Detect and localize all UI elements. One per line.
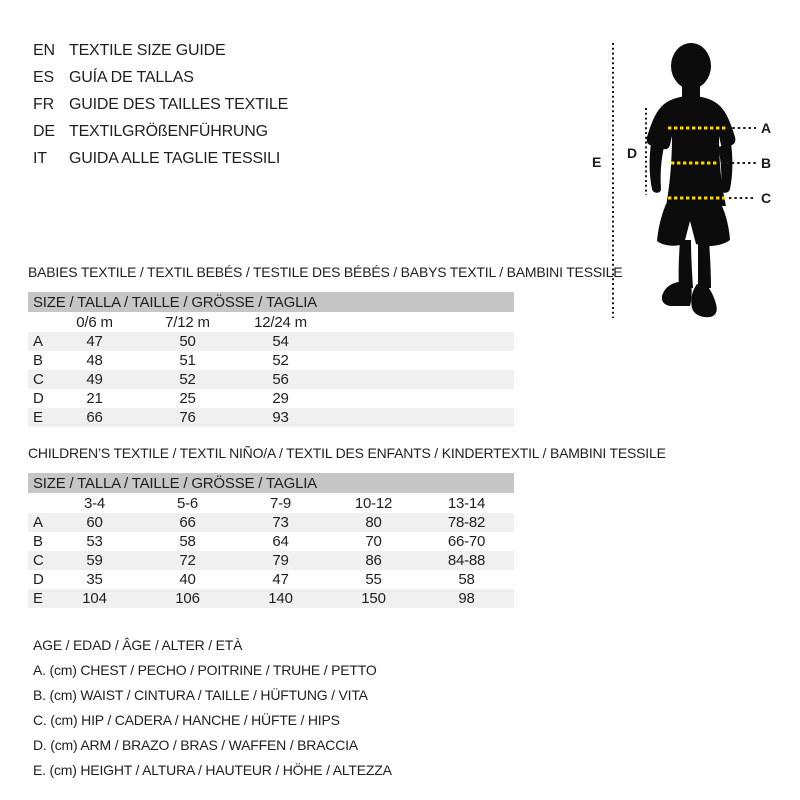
language-row	[33, 64, 288, 91]
column-header: 5-6	[176, 494, 199, 512]
table-header-bar: SIZE / TALLA / TAILLE / GRÖSSE / TAGLIA	[28, 292, 514, 312]
table-cell: 35	[86, 571, 103, 588]
column-header-row	[28, 312, 514, 332]
silhouette-right-shoe	[691, 284, 717, 317]
babies-size-table	[28, 292, 514, 427]
table-row	[28, 532, 514, 551]
table-cell: 54	[272, 333, 289, 350]
column-header: 7-9	[269, 494, 292, 512]
row-label: B	[33, 352, 43, 369]
table-cell: 55	[365, 571, 382, 588]
legend-line: C. (cm) HIP / CADERA / HANCHE / HÜFTE / HIPS	[33, 712, 340, 728]
table-cell: 58	[179, 533, 196, 550]
table-cell: 98	[458, 590, 475, 607]
table-cell: 58	[458, 571, 475, 588]
table-row	[28, 551, 514, 570]
column-header: 0/6 m	[76, 313, 113, 331]
legend-line: E. (cm) HEIGHT / ALTURA / HAUTEUR / HÖHE / ALTEZZA	[33, 762, 392, 778]
table-cell: 64	[272, 533, 289, 550]
table-cell: 60	[86, 514, 103, 531]
table-cell: 150	[361, 590, 386, 607]
table-cell: 25	[179, 390, 196, 407]
legend-line: D. (cm) ARM / BRAZO / BRAS / WAFFEN / BRACCIA	[33, 737, 358, 753]
language-row	[33, 91, 288, 118]
table-cell: 73	[272, 514, 289, 531]
table-cell: 104	[82, 590, 107, 607]
waist-label: B	[761, 155, 772, 171]
row-label: A	[33, 333, 43, 350]
table-row	[28, 370, 514, 389]
row-label: E	[33, 590, 43, 607]
table-cell: 49	[86, 371, 103, 388]
table-cell: 72	[179, 552, 196, 569]
table-row	[28, 332, 514, 351]
silhouette-left-leg	[679, 240, 693, 288]
language-guide-title: GUÍA DE TALLAS	[69, 69, 194, 86]
column-header: 12/24 m	[254, 313, 307, 331]
table-cell: 140	[268, 590, 293, 607]
table-cell: 70	[365, 533, 382, 550]
row-label: E	[33, 409, 43, 426]
children-section-title: CHILDREN’S TEXTILE / TEXTIL NIÑO/A / TEXTIL DES ENFANTS / KINDERTEXTIL / BAMBINI TESSILE	[28, 445, 666, 461]
table-cell: 52	[272, 352, 289, 369]
language-code: EN	[33, 42, 55, 59]
table-cell: 21	[86, 390, 103, 407]
arm-label: D	[627, 145, 638, 161]
row-label: D	[33, 390, 44, 407]
table-cell: 50	[179, 333, 196, 350]
table-cell: 53	[86, 533, 103, 550]
table-row	[28, 408, 514, 427]
language-row	[33, 118, 288, 145]
table-cell: 29	[272, 390, 289, 407]
row-label: C	[33, 552, 44, 569]
language-guide-title: GUIDE DES TAILLES TEXTILE	[69, 96, 289, 113]
column-header-row	[28, 493, 514, 513]
table-cell: 76	[179, 409, 196, 426]
language-code: IT	[33, 150, 47, 167]
legend-line: A. (cm) CHEST / PECHO / POITRINE / TRUHE / PETTO	[33, 662, 377, 678]
table-cell: 86	[365, 552, 382, 569]
table-row	[28, 351, 514, 370]
table-cell: 66	[86, 409, 103, 426]
row-label: C	[33, 371, 44, 388]
child-silhouette	[647, 43, 736, 317]
language-code: DE	[33, 123, 55, 140]
row-label: B	[33, 533, 43, 550]
silhouette-shorts	[657, 204, 730, 246]
language-title-list	[33, 37, 288, 172]
column-header: 10-12	[354, 494, 393, 512]
table-row	[28, 513, 514, 532]
table-cell: 106	[175, 590, 200, 607]
column-header: 3-4	[83, 494, 106, 512]
table-row	[28, 570, 514, 589]
table-cell: 84-88	[447, 552, 486, 569]
silhouette-left-arm	[650, 143, 664, 193]
language-row	[33, 37, 288, 64]
table-cell: 47	[272, 571, 289, 588]
table-header-bar: SIZE / TALLA / TAILLE / GRÖSSE / TAGLIA	[28, 473, 514, 493]
table-cell: 51	[179, 352, 196, 369]
legend-block	[33, 633, 392, 783]
babies-section-title: BABIES TEXTILE / TEXTIL BEBÉS / TESTILE DES BÉBÉS / BABYS TEXTIL / BAMBINI TESSILE	[28, 264, 623, 280]
column-header: 13-14	[447, 494, 486, 512]
legend-line: AGE / EDAD / ÂGE / ALTER / ETÀ	[33, 637, 243, 653]
row-label: A	[33, 514, 43, 531]
table-row	[28, 589, 514, 608]
table-cell: 78-82	[447, 514, 486, 531]
table-cell: 66-70	[447, 533, 486, 550]
silhouette-right-leg	[698, 240, 711, 288]
legend-line: B. (cm) WAIST / CINTURA / TAILLE / HÜFTUNG / VITA	[33, 687, 368, 703]
table-row	[28, 389, 514, 408]
table-cell: 59	[86, 552, 103, 569]
language-guide-title: TEXTILE SIZE GUIDE	[69, 42, 226, 59]
table-cell: 52	[179, 371, 196, 388]
table-cell: 56	[272, 371, 289, 388]
chest-label: A	[761, 120, 772, 136]
child-silhouette-figure	[580, 18, 800, 328]
table-cell: 79	[272, 552, 289, 569]
table-cell: 93	[272, 409, 289, 426]
language-code: FR	[33, 96, 54, 113]
table-cell: 47	[86, 333, 103, 350]
column-header: 7/12 m	[165, 313, 210, 331]
language-row	[33, 145, 288, 172]
hip-label: C	[761, 190, 772, 206]
silhouette-left-shoe	[662, 282, 692, 306]
row-label: D	[33, 571, 44, 588]
language-guide-title: TEXTILGRÖßENFÜHRUNG	[69, 123, 268, 140]
height-label: E	[592, 154, 602, 170]
table-cell: 66	[179, 514, 196, 531]
table-cell: 48	[86, 352, 103, 369]
language-code: ES	[33, 69, 54, 86]
children-size-table	[28, 473, 514, 608]
table-cell: 40	[179, 571, 196, 588]
table-cell: 80	[365, 514, 382, 531]
language-guide-title: GUIDA ALLE TAGLIE TESSILI	[69, 150, 281, 167]
